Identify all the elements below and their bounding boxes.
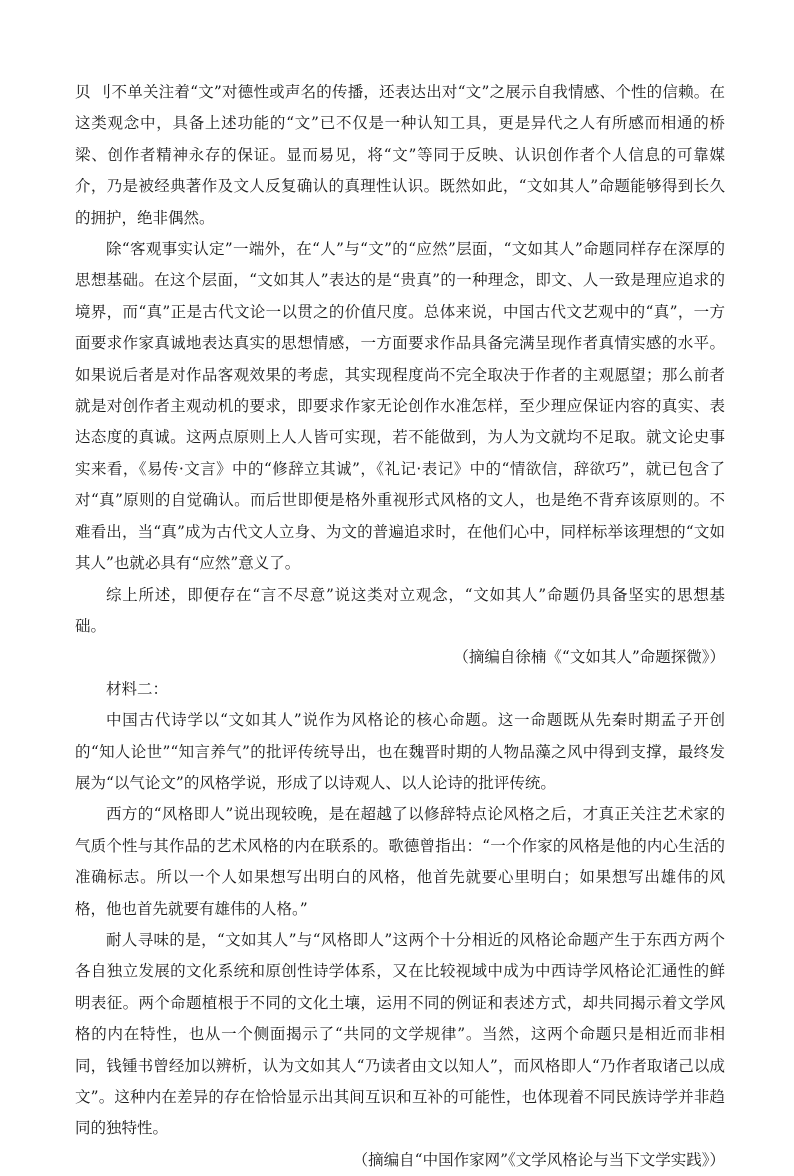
source-citation-2: （摘编自“中国作家网”《文学风格论与当下文学实践》） (352, 1150, 725, 1169)
paragraph-5: 西方的“风格即人”说出现较晚，是在超越了以修辞特点论风格之后，才真正关注艺术家的气质个性与其作品的艺术风格的内在联系的。歌德曾指出：“一个作家的风格是他的内心生活的准确标志。所以一个人如果想写出明白的风格，他首先就要心里明白；如果想写出雄伟的风格，他也首先就要有雄伟的人格。” (75, 805, 725, 918)
paragraph-4: 中国古代诗学以“文如其人”说作为风格论的核心命题。这一命题既从先秦时期孟子开创的“知人论世”“知言养气”的批评传统导出，也在魏晋时期的人物品藻之风中得到支撑，最终发展为“以气论文”的风格学说，形成了以诗观人、以人论诗的批评传统。 (75, 711, 725, 792)
paragraph-1: 贝 刂不单关注着“文”对德性或声名的传播，还表达出对“文”之展示自我情感、个性的信赖。在这类观念中，具备上述功能的“文”已不仅是一种认知工具，更是异代之人有所感而相通的桥梁、创作者精神永存的保证。显而易见，将“文”等同于反映、认识创作者个人信息的可靠媒介，乃是被经典著作及文人反复确认的真理性认识。既然如此，“文如其人”命题能够得到长久的拥护，绝非偶然。 (75, 83, 725, 227)
paragraph-3: 综上所述，即便存在“言不尽意”说这类对立观念，“文如其人”命题仍具备坚实的思想基础。 (75, 585, 725, 635)
paragraph-2: 除“客观事实认定”一端外，在“人”与“文”的“应然”层面，“文如其人”命题同样存在深厚的思想基础。在这个层面，“文如其人”表达的是“贵真”的一种理念，即文、人一致是理应追求的境界，而“真”正是古代文论一以贯之的价值尺度。总体来说，中国古代文艺观中的“真”，一方面要求作家真诚地表达真实的思想情感，一方面要求作品具备完满呈现作者真情实感的水平。如果说后者是对作品客观效果的考虑，其实现程度尚不完全取决于作者的主观愿望；那么前者就是对创作者主观动机的要求，即要求作家无论创作水准怎样，至少理应保证内容的真实、表达态度的真诚。这两点原则上人人皆可实现，若不能做到，为人为文就均不足取。就文论史事实来看，《易传·文言》中的“修辞立其诚”，《礼记·表记》中的“情欲信，辞欲巧”，就已包含了对“真”原则的自觉确认。而后世即便是格外重视形式风格的文人，也是绝不背弃该原则的。不难看出，当“真”成为古代文人立身、为文的普遍追求时，在他们心中，同样标举该理想的“文如其人”也就必具有“应然”意义了。 (75, 240, 725, 573)
paragraph-6: 耐人寻味的是，“文如其人”与“风格即人”这两个十分相近的风格论命题产生于东西方两个各自独立发展的文化系统和原创性诗学体系，又在比较视域中成为中西诗学风格论汇通性的鲜明表征。两个命题植根于不同的文化土壤，运用不同的例证和表述方式，却共同揭示着文学风格的内在特性，也从一个侧面揭示了“共同的文学规律”。当然，这两个命题只是相近而非相同，钱锺书曾经加以辨析，认为文如其人“乃读者由文以知人”，而风格即人“乃作者取诸己以成文”。这种内在差异的存在恰恰显示出其间互识和互补的可能性，也体现着不同民族诗学并非趋同的独特性。 (75, 930, 725, 1138)
document-page (75, 77, 725, 1176)
material-2-heading: 材料二： (106, 679, 169, 698)
source-citation-1: （摘编自徐楠《“文如其人”命题探微》） (453, 648, 725, 667)
